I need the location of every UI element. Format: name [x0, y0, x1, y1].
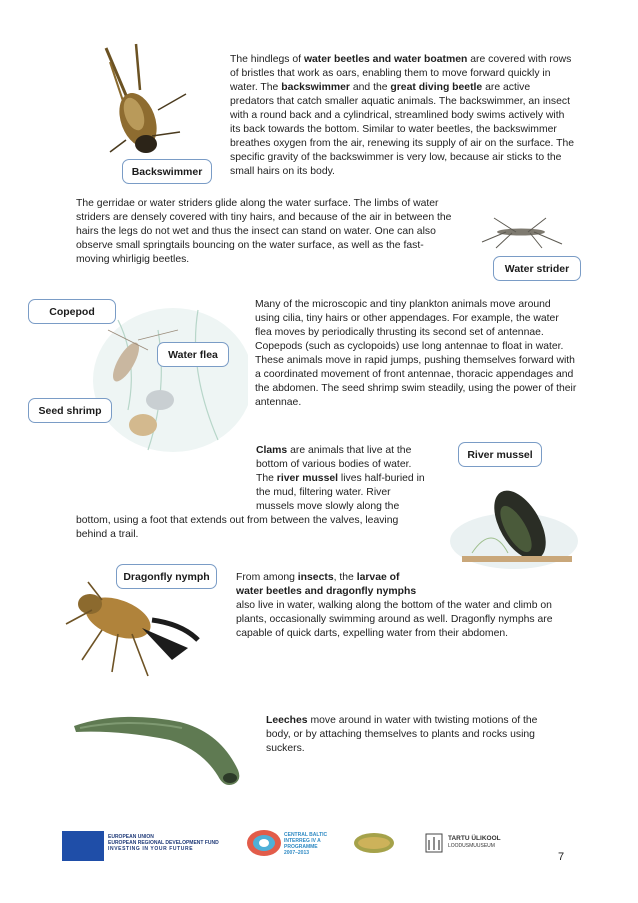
river-mussel-illustration: [432, 463, 580, 573]
dragonfly-nymph-label: Dragonfly nymph: [116, 564, 217, 589]
water-flea-label: Water flea: [157, 342, 229, 367]
eu-logo-text: EUROPEAN UNION EUROPEAN REGIONAL DEVELOPMENT FUND INVESTING IN YOUR FUTURE: [108, 834, 219, 852]
seed-shrimp-label: Seed shrimp: [28, 398, 112, 423]
water-strider-label: Water strider: [493, 256, 581, 281]
clams-paragraph-bottom: bottom, using a foot that extends out from between the valves, leaving behind a trail.: [76, 515, 399, 540]
page-number: 7: [558, 851, 565, 863]
plankton-illustration: [78, 300, 248, 460]
tartu-university-text: TARTU ÜLIKOOL LOODUSMUUSEUM: [448, 835, 501, 849]
leeches-paragraph: Leeches move around in water with twisting motions of the body, or by attaching themselves to plants and rocks using suckers.: [266, 715, 538, 754]
fish-logo: [352, 832, 396, 854]
dragonfly-nymph-illustration: [62, 580, 212, 690]
leech-illustration: [70, 710, 260, 790]
backswimmer-illustration: [88, 40, 198, 160]
insects-paragraph-top: From among insects, the larvae of water beetles and dragonfly nymphs: [236, 572, 417, 597]
water-strider-illustration: [476, 212, 566, 252]
backswimmer-paragraph: The hindlegs of water beetles and water boatmen are covered with rows of bristles that work as oars, enabling them to move forward quickly in water. The backswimmer and the great diving beetle are active predators that catch smaller aquatic animals. The backswimmer, an insect with a round back and a cylindrical, streamlined body swims actively with its back towards the bottom. Similar to water beetles, the backswimmer breathes oxygen from the air, renewing its supply of air on the surface. The specific gravity of the backswimmer is very low, because air sticks to the small hairs on its body.: [230, 54, 575, 177]
clams-paragraph-top: Clams are animals that live at the bottom of various bodies of water. The river mussel lives half-buried in the mud, filtering water. River mussels move slowly along the: [256, 445, 425, 512]
tartu-university-seal: [424, 832, 444, 854]
central-baltic-text: CENTRAL BALTIC INTERREG IV A PROGRAMME 2007–2013: [284, 832, 328, 856]
insects-paragraph-bottom: also live in water, walking along the bottom of the water and climb on plants, occasionally swimming around as well. Dragonfly nymphs are capable of quick darts, expelling water from their abdomen.: [236, 600, 553, 639]
river-mussel-label: River mussel: [458, 442, 542, 467]
copepod-label: Copepod: [28, 299, 116, 324]
water-strider-paragraph: The gerridae or water striders glide along the water surface. The limbs of water striders are densely covered with tiny hairs, and because of the air in between the hairs the legs do not wet and thus the insect can stand on water. One can also observe small springtails bouncing on the water surface, as well as the fast-moving whirligig beetles.: [76, 198, 452, 265]
backswimmer-label: Backswimmer: [122, 159, 212, 184]
central-baltic-logo: [246, 828, 282, 858]
eu-flag: [62, 831, 104, 861]
plankton-paragraph: Many of the microscopic and tiny plankton animals move around using cilia, tiny hairs or other appendages. For example, the water flea moves by periodically thrusting its second set of antennae. Copepods (such as cyclopoids) use long antennae to float in water. These animals move in rapid jumps, pushing themselves forward with a coordinated movement of front antennae, thoracic appendages and the abdomen. The seed shrimp swim steadily, using the power of their antennae.: [255, 299, 577, 408]
